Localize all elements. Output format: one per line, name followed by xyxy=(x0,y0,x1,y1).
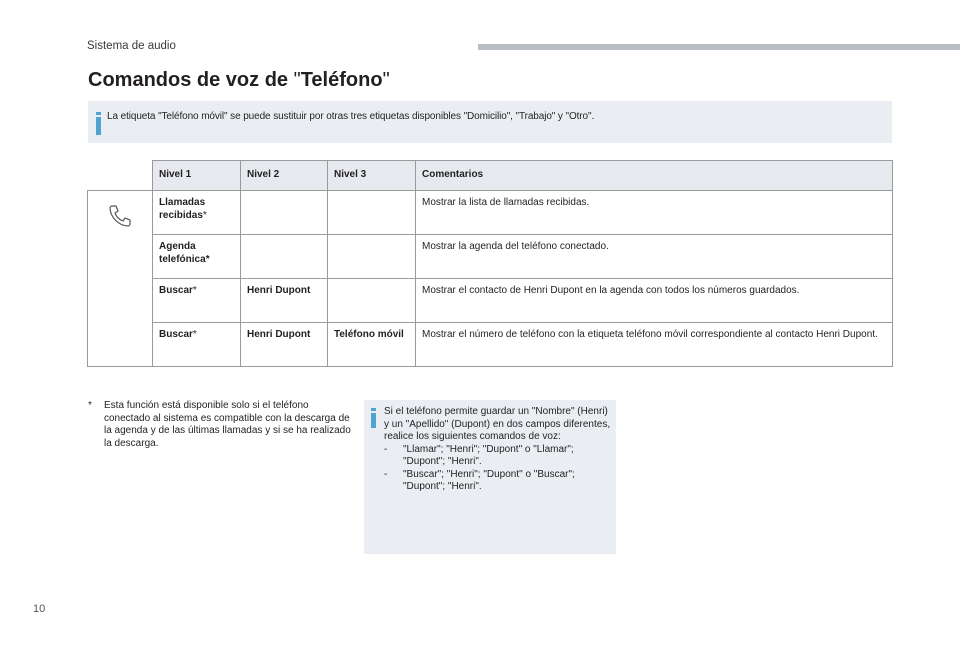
footnote xyxy=(88,400,353,450)
list-item: - "Llamar"; "Henri"; "Dupont" o "Llamar"; "Dupont"; "Henri". xyxy=(384,443,574,467)
table-row xyxy=(88,235,893,279)
level1-cell: Llamadas recibidas* xyxy=(153,191,241,235)
column-header: Nivel 2 xyxy=(241,161,328,191)
comment-cell: Mostrar el contacto de Henri Dupont en la agenda con todos los números guardados. xyxy=(416,279,893,323)
page-title xyxy=(88,69,390,92)
level3-cell xyxy=(328,279,416,323)
footnote-text: Esta función está disponible solo si el teléfono conectado al sistema es compatible con la descarga de la agenda y de las últimas llamadas y si se ha realizado la descarga. xyxy=(104,400,351,449)
table-row xyxy=(88,279,893,323)
level2-cell xyxy=(241,235,328,279)
level1-cell: Agenda telefónica* xyxy=(153,235,241,279)
comment-cell: Mostrar el número de teléfono con la etiqueta teléfono móvil correspondiente al contacto Henri Dupont. xyxy=(416,323,893,367)
header-rule xyxy=(478,44,960,50)
side-note-intro: Si el teléfono permite guardar un "Nombre" (Henri) y un "Apellido" (Dupont) en dos campos diferentes, realice los siguientes comandos de voz: xyxy=(384,406,611,442)
info-note-top xyxy=(88,101,892,143)
empty-corner-cell xyxy=(88,161,153,191)
column-header: Nivel 3 xyxy=(328,161,416,191)
table-row xyxy=(88,323,893,367)
level1-cell: Buscar* xyxy=(153,279,241,323)
footnote-asterisk: * xyxy=(88,400,92,411)
phone-icon-cell xyxy=(88,191,153,367)
comment-cell: Mostrar la agenda del teléfono conectado. xyxy=(416,235,893,279)
page-number: 10 xyxy=(33,603,46,615)
table-header-row xyxy=(88,161,893,191)
title-main: Comandos de voz de xyxy=(88,69,294,91)
phone-icon xyxy=(107,203,133,229)
title-quote-close: " xyxy=(382,69,390,91)
voice-commands-table xyxy=(87,160,893,367)
level2-cell: Henri Dupont xyxy=(241,279,328,323)
level2-cell xyxy=(241,191,328,235)
level3-cell xyxy=(328,235,416,279)
column-header: Comentarios xyxy=(416,161,893,191)
title-word: Teléfono xyxy=(300,69,383,91)
level2-cell: Henri Dupont xyxy=(241,323,328,367)
level3-cell xyxy=(328,191,416,235)
info-note-text: La etiqueta "Teléfono móvil" se puede sustituir por otras tres etiquetas disponibles "Domicilio", "Trabajo" y "Otro". xyxy=(107,111,595,122)
title-quote-open: " xyxy=(293,69,301,91)
list-item: - "Buscar"; "Henri"; "Dupont" o "Buscar"; "Dupont"; "Henri". xyxy=(384,468,575,492)
info-note-side xyxy=(364,400,616,554)
level3-cell: Teléfono móvil xyxy=(328,323,416,367)
level1-cell: Buscar* xyxy=(153,323,241,367)
column-header: Nivel 1 xyxy=(153,161,241,191)
side-note-body xyxy=(384,406,612,494)
section-header: Sistema de audio xyxy=(87,40,176,52)
table-row xyxy=(88,191,893,235)
comment-cell: Mostrar la lista de llamadas recibidas. xyxy=(416,191,893,235)
